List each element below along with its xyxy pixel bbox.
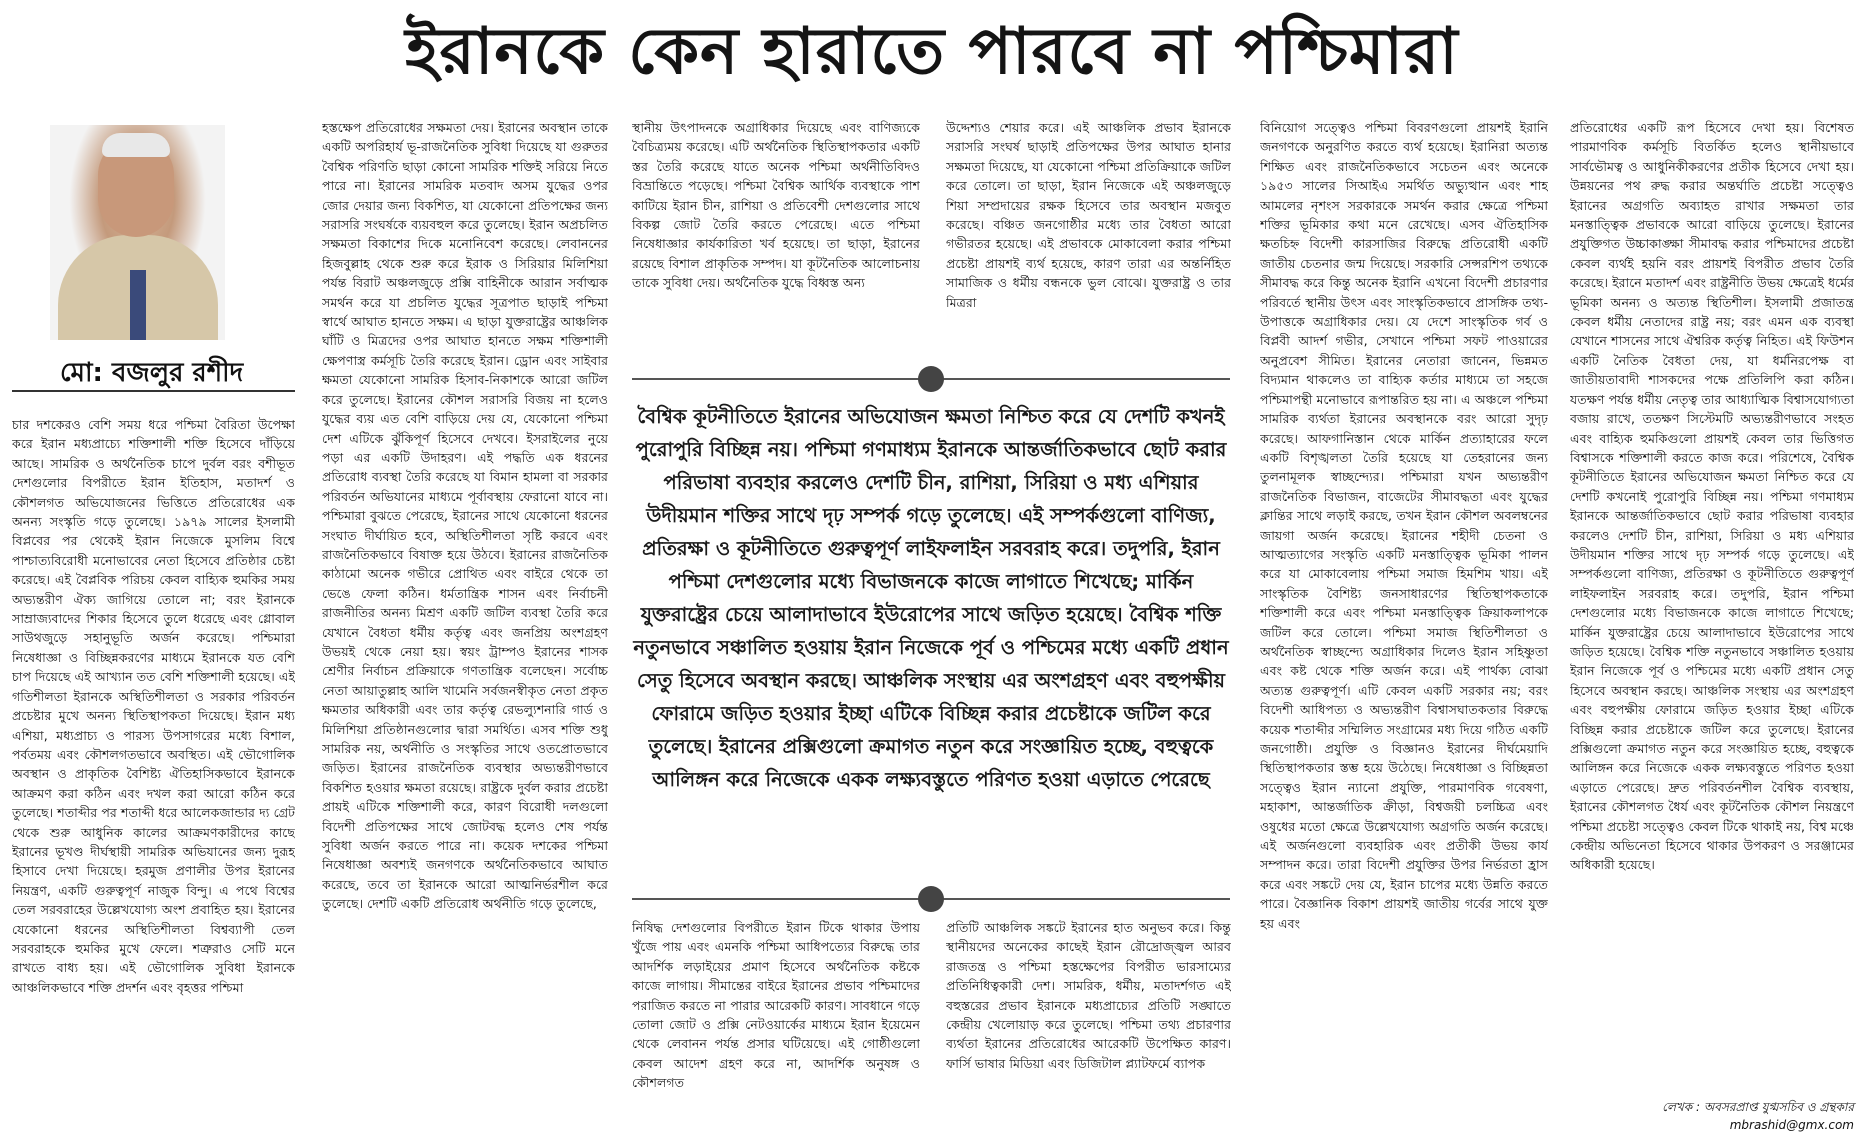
article-column-2	[322, 118, 608, 1130]
author-photo	[50, 125, 225, 340]
article-column-1	[12, 415, 295, 1130]
pullquote-top-dot	[918, 366, 944, 392]
column-text: স্থানীয় উৎপাদনকে অগ্রাধিকার দিয়েছে এবং বাণিজ্যকে বৈচিত্র্যময় করেছে। এটি অর্থনৈতিক স্থিতিস্থাপকতার একটি স্তর তৈরি করেছে যাতে অনেক পশ্চিমা অর্থনীতিবিদও বিভ্রান্তিতে পড়েছে। পশ্চিমা বৈশ্বিক আর্থিক ব্যবস্থাকে পাশ কাটিয়ে ইরান চীন, রাশিয়া ও প্রতিবেশী দেশগুলোর সাথে বিকল্প জোট তৈরি করতে পেরেছে। এতে পশ্চিমা নিষেধাজ্ঞার কার্যকারিতা খর্ব হয়েছে। তা ছাড়া, ইরানের রয়েছে বিশাল প্রাকৃতিক সম্পদ। যা কূটনৈতিক আলোচনায় তাকে সুবিধা দেয়। অর্থনৈতিক যুদ্ধে বিধ্বস্ত অন্য	[632, 120, 920, 291]
article-column-4-top	[946, 118, 1231, 366]
byline	[1570, 1098, 1854, 1134]
byline-label: লেখক : অবসরপ্রাপ্ত যুগ্মসচিব ও গ্রন্থকার	[1662, 1100, 1854, 1114]
column-text: হস্তক্ষেপ প্রতিরোধের সক্ষমতা দেয়। ইরানের অবস্থান তাকে একটি অপরিহার্য ভূ-রাজনৈতিক সুবিধা দিয়েছে যা গুরুতর বৈশ্বিক পরিণতি ছাড়া কোনো সামরিক শক্তিই সরিয়ে নিতে পারে না। ইরানের সামরিক মতবাদ অসম যুদ্ধের ওপর জোর দেয়ার জন্য বিকশিত, যা যেকোনো প্রতিপক্ষের জন্য সরাসরি সংঘর্ষকে ব্যয়বহুল করে তুলেছে। ইরান অপ্রচলিত সক্ষমতা বিকাশের দিকে মনোনিবেশ করেছে। লেবাননের হিজবুল্লাহ থেকে শুরু করে ইরাক ও সিরিয়ার মিলিশিয়া পর্যন্ত বিরাট অঞ্চলজুড়ে প্রক্সি বাহিনীকে আরান সর্বাত্মক সমর্থন করে যা প্রচলিত যুদ্ধের সূত্রপাত ছাড়াই পশ্চিমা স্বার্থে আঘাত হানতে সক্ষম। এ ছাড়া যুক্তরাষ্ট্রের আঞ্চলিক ঘাঁটি ও মিত্রদের ওপর আঘাত হানতে সক্ষম শক্তিশালী ক্ষেপণাস্ত্র কর্মসূচি তৈরি করেছে ইরান। ড্রোন এবং সাইবার ক্ষমতা যেকোনো সামরিক হিসাব-নিকাশকে আরো জটিল করে তুলেছে। ইরানের কৌশল সরাসরি বিজয় না হলেও যুদ্ধের ব্যয় এত বেশি বাড়িয়ে দেয় যে, যেকোনো পশ্চিমা দেশ এটিকে ঝুঁকিপূর্ণ হিসেবে দেখবে। ইসরাইলের নুয়ে পড়া এর একটি উদাহরণ। এই পদ্ধতি এক ধরনের প্রতিরোধ ব্যবস্থা তৈরি করেছে যা বিমান হামলা বা সরকার পরিবর্তন অভিযানের মাধ্যমে পূর্বাবস্থায় ফেরানো যাবে না। পশ্চিমারা বুঝতে পেরেছে, ইরানের সাথে যেকোনো ধরনের সংঘাত দীর্ঘায়িত হবে, অস্থিতিশীলতা সৃষ্টি করবে এবং রাজনৈতিকভাবে বিষাক্ত হয়ে উঠবে। ইরানের রাজনৈতিক কাঠামো অনেক গভীরে প্রোথিত এবং বাইরে থেকে তা ভেঙে ফেলা কঠিন। ধর্মতান্ত্রিক শাসন এবং নির্বাচনী রাজনীতির অনন্য মিশ্রণ একটি জটিল ব্যবস্থা তৈরি করে যেখানে বৈধতা ধর্মীয় কর্তৃত্ব এবং জনপ্রিয় অংশগ্রহণ উভয়ই থেকে নেয়া হয়। স্বয়ং ট্রাম্পও ইরানের শাসক শ্রেণীর নির্বাচন প্রক্রিয়াকে গণতান্ত্রিক বলেছেন। সর্বোচ্চ নেতা আয়াতুল্লাহ আলি খামেনি সর্বজনস্বীকৃত নেতা প্রকৃত ক্ষমতার অধিকারী এবং তার কর্তৃত্ব রেভল্যুশনারি গার্ড ও মিলিশিয়া প্রতিষ্ঠানগুলোর দ্বারা সমর্থিত। এসব শক্তি শুধু সামরিক নয়, অর্থনীতি ও সংস্কৃতির সাথে ওতপ্রোতভাবে জড়িত। ইরানের রাজনৈতিক ব্যবস্থার অভ্যন্তরীণভাবে বিকশিত হওয়ার ক্ষমতা রয়েছে। রাষ্ট্রকে দুর্বল করার প্রচেষ্টা প্রায়ই এটিকে শক্তিশালী করে, কারণ বিরোধী দলগুলো বিদেশী প্রতিপক্ষের সাথে জোটবদ্ধ হলেও শেষ পর্যন্ত সুবিধা অর্জন করতে পারে না। কয়েক দশকের পশ্চিমা নিষেধাজ্ঞা অবশ্যই জনগণকে অর্থনৈতিকভাবে আঘাত করেছে, তবে তা ইরানকে আরো আত্মনির্ভরশীল করে তুলেছে। দেশটি একটি প্রতিরোধ অর্থনীতি গড়ে তুলেছে,	[322, 120, 608, 912]
pullquote: বৈশ্বিক কূটনীতিতে ইরানের অভিযোজন ক্ষমতা নিশ্চিত করে যে দেশটি কখনই পুরোপুরি বিচ্ছিন্ন নয়। পশ্চিমা গণমাধ্যম ইরানকে আন্তর্জাতিকভাবে ছোট করার পরিভাষা ব্যবহার করলেও দেশটি চীন, রাশিয়া, সিরিয়া ও মধ্য এশিয়ার উদীয়মান শক্তির সাথে দৃঢ় সম্পর্ক গড়ে তুলেছে। এই সম্পর্কগুলো বাণিজ্য, প্রতিরক্ষা ও কূটনীতিতে গুরুত্বপূর্ণ লাইফলাইন সরবরাহ করে। তদুপরি, ইরান পশ্চিমা দেশগুলোর মধ্যে বিভাজনকে কাজে লাগাতে শিখেছে; মার্কিন যুক্তরাষ্ট্রের চেয়ে আলাদাভাবে ইউরোপের সাথে জড়িত হয়েছে। বৈশ্বিক শক্তি নতুনভাবে সঞ্চালিত হওয়ায় ইরান নিজেকে পূর্ব ও পশ্চিমের মধ্যে একটি প্রধান সেতু হিসেবে অবস্থান করছে। আঞ্চলিক সংস্থায় এর অংশগ্রহণ এবং বহুপক্ষীয় ফোরামে জড়িত হওয়ার ইচ্ছা এটিকে বিচ্ছিন্ন করার প্রচেষ্টাকে জটিল করে তুলেছে। ইরানের প্রক্সিগুলো ক্রমাগত নতুন করে সংজ্ঞায়িত হচ্ছে, বহুত্বকে আলিঙ্গন করে নিজেকে একক লক্ষ্যবস্তুতে পরিণত হওয়া এড়াতে পেরেছে	[633, 405, 1229, 791]
photo-hair	[102, 133, 170, 157]
column-text: নিষিদ্ধ দেশগুলোর বিপরীতে ইরান টিকে থাকার উপায় খুঁজে পায় এবং এমনকি পশ্চিমা আধিপত্যের বিরুদ্ধে তার আদর্শিক লড়াইয়ের প্রমাণ হিসেবে অর্থনৈতিক কষ্টকে কাজে লাগায়। সীমান্তের বাইরে ইরানের প্রভাব পশ্চিমাদের পরাজিত করতে না পারার আরেকটি কারণ। সাবধানে গড়ে তোলা জোট ও প্রক্সি নেটওয়ার্কের মাধ্যমে ইরান ইয়েমেন থেকে লেবানন পর্যন্ত প্রসার ঘটিয়েছে। এই গোষ্ঠীগুলো কেবল আদেশ গ্রহণ করে না, আদর্শিক অনুষঙ্গ ও কৌশলগত	[632, 920, 920, 1091]
column-text: উদ্দেশ্যও শেয়ার করে। এই আঞ্চলিক প্রভাব ইরানকে সরাসরি সংঘর্ষ ছাড়াই প্রতিপক্ষের উপর আঘাত হানার সক্ষমতা দিয়েছে, যা যেকোনো পশ্চিমা প্রতিক্রিয়াকে জটিল করে তোলে। তা ছাড়া, ইরান নিজেকে এই অঞ্চলজুড়ে শিয়া সম্প্রদায়ের রক্ষক হিসেবে তার অবস্থান মজবুত করেছে। বঞ্চিত জনগোষ্ঠীর মধ্যে তার বৈধতা আরো গভীরতর হয়েছে। এই প্রভাবকে মোকাবেলা করার পশ্চিমা প্রচেষ্টা প্রায়শই ব্যর্থ হয়েছে, কারণ তারা এর অন্তর্নিহিত সামাজিক ও ধর্মীয় বন্ধনকে ভুল বোঝে। যুক্তরাষ্ট্র ও তার মিত্ররা	[946, 120, 1231, 310]
headline: ইরানকে কেন হারাতে পারবে না পশ্চিমারা	[405, 14, 1459, 89]
article-column-3-bottom	[632, 918, 920, 1130]
column-text: চার দশকেরও বেশি সময় ধরে পশ্চিমা বৈরিতা উপেক্ষা করে ইরান মধ্যপ্রাচ্যে শক্তিশালী শক্তি হিসেবে দাঁড়িয়ে আছে। সামরিক ও অর্থনৈতিক চাপে দুর্বল বরং বশীভূত দেশগুলোর বিপরীতে ইরান ইতিহাস, মতাদর্শ ও কৌশলগত অভিযোজনের ভিত্তিতে প্রতিরোধের এক অনন্য সংস্কৃতি গড়ে তুলেছে। ১৯৭৯ সালের ইসলামী বিপ্লবের পর থেকেই ইরান নিজেকে মুসলিম বিশ্বে পাশ্চাত্যবিরোধী মনোভাবের নেতা হিসেবে প্রতিষ্ঠার চেষ্টা করেছে। এই বৈপ্লবিক পরিচয় কেবল বাহ্যিক হুমকির সময় অভ্যন্তরীণ ঐক্য জাগিয়ে তোলে না; বরং ইরানকে সাম্রাজ্যবাদের শিকার হিসেবে তুলে ধরেছে এবং গ্লোবাল সাউথজুড়ে সহানুভূতি অর্জন করেছে। পশ্চিমারা নিষেধাজ্ঞা ও বিচ্ছিন্নকরণের মাধ্যমে ইরানকে যত বেশি চাপ দিয়েছে এই আখ্যান তত বেশি শক্তিশালী হয়েছে। এই গতিশীলতা ইরানকে অস্থিতিশীলতা ও সরকার পরিবর্তন প্রচেষ্টার মুখে অনন্য স্থিতিস্থাপকতা দিয়েছে। ইরান মধ্য এশিয়া, মধ্যপ্রাচ্য ও পারস্য উপসাগরের মধ্যে বিশাল, পর্বতময় এবং কৌশলগতভাবে অবস্থিত। এই ভৌগোলিক অবস্থান ও প্রাকৃতিক বৈশিষ্ট্য ঐতিহাসিকভাবে ইরানকে আক্রমণ করা কঠিন এবং দখল করা আরো কঠিন করে তুলেছে। শতাব্দীর পর শতাব্দী ধরে আলেকজান্ডার দ্য গ্রেট থেকে শুরু আধুনিক কালের আক্রমণকারীদের কাছে ইরানের ভূখণ্ড দীর্ঘস্থায়ী সামরিক অভিযানের জন্য দুরূহ হিসাবে দেখা দিয়েছে। হরমুজ প্রণালীর উপর ইরানের নিয়ন্ত্রণ, একটি গুরুত্বপূর্ণ নাজুক বিন্দু। এ পথে বিশ্বের তেল সরবরাহের উল্লেখযোগ্য অংশ প্রবাহিত হয়। ইরানের যেকোনো ধরনের অস্থিতিশীলতা বিশ্বব্যাপী তেল সরবরাহকে হুমকির মুখে ফেলে। শত্রুরাও সেটি মনে রাখতে বাধ্য হয়। এই ভৌগোলিক সুবিধা ইরানকে আঞ্চলিকভাবে শক্তি প্রদর্শন এবং বৃহত্তর পশ্চিমা	[12, 417, 295, 995]
article-column-5	[1260, 118, 1548, 1130]
article-column-6	[1570, 118, 1854, 1098]
article-column-4-bottom	[946, 918, 1231, 1130]
article-column-3-top	[632, 118, 920, 366]
author-name: মো: বজলুর রশীদ	[60, 358, 244, 388]
byline-email[interactable]: mbrashid@gmx.com	[1729, 1118, 1854, 1132]
author-divider	[12, 390, 295, 392]
column-text: প্রতিরোধের একটি রূপ হিসেবে দেখা হয়। বিশেষত পারমাণবিক কর্মসূচি বিতর্কিত হলেও স্থানীয়ভাবে সার্বভৌমত্ব ও আধুনিকীকরণের প্রতীক হিসেবে দেখা হয়। উন্নয়নের পথ রুদ্ধ করার অন্তর্ঘাতি প্রচেষ্টা সত্ত্বেও ইরানের অগ্রগতি অব্যাহত রাখার সক্ষমতা তার মনস্তাত্ত্বিক প্রভাবকে আরো বাড়িয়ে তুলেছে। ইরানের প্রযুক্তিগত উচ্চাকাঙ্ক্ষা সীমাবদ্ধ করার পশ্চিমাদের প্রচেষ্টা কেবল ব্যর্থই হয়নি বরং প্রায়শই বিপরীত প্রভাব তৈরি করেছে। ইরানে মতাদর্শ এবং রাষ্ট্রনীতি উভয় ক্ষেত্রেই ধর্মের ভূমিকা অনন্য ও অত্যন্ত স্থিতিশীল। ইসলামী প্রজাতন্ত্র কেবল ধর্মীয় নেতাদের রাষ্ট্র নয়; বরং এমন এক ব্যবস্থা যেখানে শাসনের সাথে ঐশ্বরিক কর্তৃত্ব নিহিত। এই ফিউশন একটি নৈতিক বৈধতা দেয়, যা ধর্মনিরপেক্ষ বা জাতীয়তাবাদী শাসকদের পক্ষে প্রতিলিপি করা কঠিন। যতক্ষণ পর্যন্ত ধর্মীয় নেতৃত্ব তার আধ্যাত্মিক বিশ্বাসযোগ্যতা বজায় রাখে, ততক্ষণ সিস্টেমটি অভ্যন্তরীণভাবে সংহত এবং বাহ্যিক হুমকিগুলো প্রায়শই কেবল তার ভিত্তিগত বিশ্বাসকে শক্তিশালী করতে কাজ করে। পরিশেষে, বৈশ্বিক কূটনীতিতে ইরানের অভিযোজন ক্ষমতা নিশ্চিত করে যে দেশটি কখনোই পুরোপুরি বিচ্ছিন্ন নয়। পশ্চিমা গণমাধ্যম ইরানকে আন্তর্জাতিকভাবে ছোট করার পরিভাষা ব্যবহার করলেও দেশটি চীন, রাশিয়া, সিরিয়া ও মধ্য এশিয়ার উদীয়মান শক্তির সাথে দৃঢ় সম্পর্ক গড়ে তুলেছে। এই সম্পর্কগুলো বাণিজ্য, প্রতিরক্ষা ও কূটনীতিতে গুরুত্বপূর্ণ লাইফলাইন সরবরাহ করে। তদুপরি, ইরান পশ্চিমা দেশগুলোর মধ্যে বিভাজনকে কাজে লাগাতে শিখেছে; মার্কিন যুক্তরাষ্ট্রের চেয়ে আলাদাভাবে ইউরোপের সাথে জড়িত হয়েছে। বৈশ্বিক শক্তি নতুনভাবে সঞ্চালিত হওয়ায় ইরান নিজেকে পূর্ব ও পশ্চিমের মধ্যে একটি প্রধান সেতু হিসেবে অবস্থান করছে। আঞ্চলিক সংস্থায় এর অংশগ্রহণ এবং বহুপক্ষীয় ফোরামে জড়িত হওয়ার ইচ্ছা এটিকে বিচ্ছিন্ন করার প্রচেষ্টাকে জটিল করে তুলেছে। ইরানের প্রক্সিগুলো ক্রমাগত নতুন করে সংজ্ঞায়িত হচ্ছে, বহুত্বকে আলিঙ্গন করে নিজেকে একক লক্ষ্যবস্তুতে পরিণত হওয়া এড়াতে পেরেছে। দ্রুত পরিবর্তনশীল বৈশ্বিক ব্যবস্থায়, ইরানের কৌশলগত ধৈর্য এবং কূটনৈতিক কৌশল নিয়ন্ত্রণে পশ্চিমা প্রচেষ্টা সত্ত্বেও কেবল টিকে থাকাই নয়, বিশ্ব মঞ্চে কেন্দ্রীয় অভিনেতা হিসেবে থাকার উপকরণ ও সরঞ্জামের অধিকারী হয়েছে।	[1570, 120, 1854, 873]
column-text: বিনিয়োগ সত্ত্বেও পশ্চিমা বিবরণগুলো প্রায়শই ইরানি জনগণকে অনুরণিত করতে ব্যর্থ হয়েছে। ইরানিরা অত্যন্ত শিক্ষিত এবং রাজনৈতিকভাবে সচেতন এবং অনেকে ১৯৫৩ সালের সিআইএ সমর্থিত অভ্যুত্থান এবং শাহ আমলের নৃশংস সরকারকে সমর্থন করার ক্ষেত্রে পশ্চিমা শক্তির ভূমিকার কথা মনে রেখেছে। এসব ঐতিহাসিক ক্ষতচিহ্ন বিদেশী কারসাজির বিরুদ্ধে প্রতিরোধী একটি জাতীয় চেতনার জন্ম দিয়েছে। সরকারি সেন্সরশিপ তথ্যকে সীমাবদ্ধ করে কিন্তু অনেক ইরানি এখনো বিদেশী প্রচারণার পরিবর্তে স্থানীয় উৎস এবং সাংস্কৃতিকভাবে প্রাসঙ্গিক তথ্য-উপাত্তকে অগ্রাধিকার দেয়। যে দেশে সাংস্কৃতিক গর্ব ও বিপ্লবী আদর্শ গভীর, সেখানে পশ্চিমা সফট পাওয়ারের অনুপ্রবেশ সীমিত। ইরানের নেতারা জানেন, ভিন্নমত বিদ্যমান থাকলেও তা বাহ্যিক কর্তার মাধ্যমে তা সহজে পশ্চিমাপন্থী মনোভাবে রূপান্তরিত হয় না। এ অঞ্চলে পশ্চিমা সামরিক ব্যর্থতা ইরানের অবস্থানকে বরং আরো সুদৃঢ় করেছে। আফগানিস্তান থেকে মার্কিন প্রত্যাহারের ফলে একটি বিশৃঙ্খলতা তৈরি হয়েছে যা তেহরানের জন্য তুলনামূলক স্বাচ্ছন্দ্যের। পশ্চিমারা যখন অভ্যন্তরীণ রাজনৈতিক বিভাজন, বাজেটের সীমাবদ্ধতা এবং যুদ্ধের ক্লান্তির সাথে লড়াই করছে, তখন ইরান কৌশল অবলম্বনের জায়গা অর্জন করেছে। ইরানের শহীদী চেতনা ও আত্মত্যাগের সংস্কৃতি একটি মনস্তাত্ত্বিক ভূমিকা পালন করে যা মোকাবেলায় পশ্চিমা সমাজ হিমশিম খায়। এই সাংস্কৃতিক বৈশিষ্ট্য জনসাধারণের স্থিতিস্থাপকতাকে শক্তিশালী করে এবং পশ্চিমা মনস্তাত্ত্বিক ক্রিয়াকলাপকে জটিল করে তোলে। পশ্চিমা সমাজ স্থিতিশীলতা ও অর্থনৈতিক স্বাচ্ছন্দ্যে অগ্রাধিকার দিলেও ইরান সহিষ্ণুতা এবং কষ্ট থেকে শক্তি অর্জন করে। এই পার্থক্য বোঝা অত্যন্ত গুরুত্বপূর্ণ। এটি কেবল একটি সরকার নয়; বরং বিদেশী আধিপত্য ও অভ্যন্তরীণ বিশ্বাসঘাতকতার বিরুদ্ধে কয়েক শতাব্দীর সম্মিলিত সংগ্রামের মধ্য দিয়ে গঠিত একটি জনগোষ্ঠী। প্রযুক্তি ও বিজ্ঞানও ইরানের দীর্ঘমেয়াদি স্থিতিস্থাপকতার স্তম্ভ হয়ে উঠেছে। নিষেধাজ্ঞা ও বিচ্ছিন্নতা সত্ত্বেও ইরান ন্যানো প্রযুক্তি, পারমাণবিক গবেষণা, মহাকাশ, আন্তর্জাতিক ক্রীড়া, বিশ্বজয়ী চলচ্চিত্র এবং ওষুধের মতো ক্ষেত্রে উল্লেখযোগ্য অগ্রগতি অর্জন করেছে। এই অর্জনগুলো ব্যবহারিক এবং প্রতীকী উভয় কার্য সম্পাদন করে। তারা বিদেশী প্রযুক্তির উপর নির্ভরতা হ্রাস করে এবং সঙ্কটে দেয় যে, ইরান চাপের মধ্যে উন্নতি করতে পারে। বৈজ্ঞানিক বিকাশ প্রায়শই জাতীয় গর্বের সাথে যুক্ত হয় এবং	[1260, 120, 1548, 931]
pullquote-bottom-dot	[918, 886, 944, 912]
column-text: প্রতিটি আঞ্চলিক সঙ্কটে ইরানের হাত অনুভব করে। কিন্তু স্থানীয়দের অনেকের কাছেই ইরান রৌদ্রোজ্জ্বল আরব রাজতন্ত্র ও পশ্চিমা হস্তক্ষেপের বিপরীত ভারসাম্যের প্রতিনিধিত্বকারী দেশ। সামরিক, ধর্মীয়, মতাদর্শগত এই বহুস্তরের প্রভাব ইরানকে মধ্যপ্রাচ্যের প্রতিটি সঙ্ঘাতে কেন্দ্রীয় খেলোয়াড় করে তুলেছে। পশ্চিমা তথ্য প্রচারণার ব্যর্থতা ইরানের প্রতিরোধের আরেকটি উপেক্ষিত কারণ। ফার্সি ভাষার মিডিয়া এবং ডিজিটাল প্ল্যাটফর্মে ব্যাপক	[946, 920, 1231, 1071]
photo-tie	[130, 270, 146, 340]
